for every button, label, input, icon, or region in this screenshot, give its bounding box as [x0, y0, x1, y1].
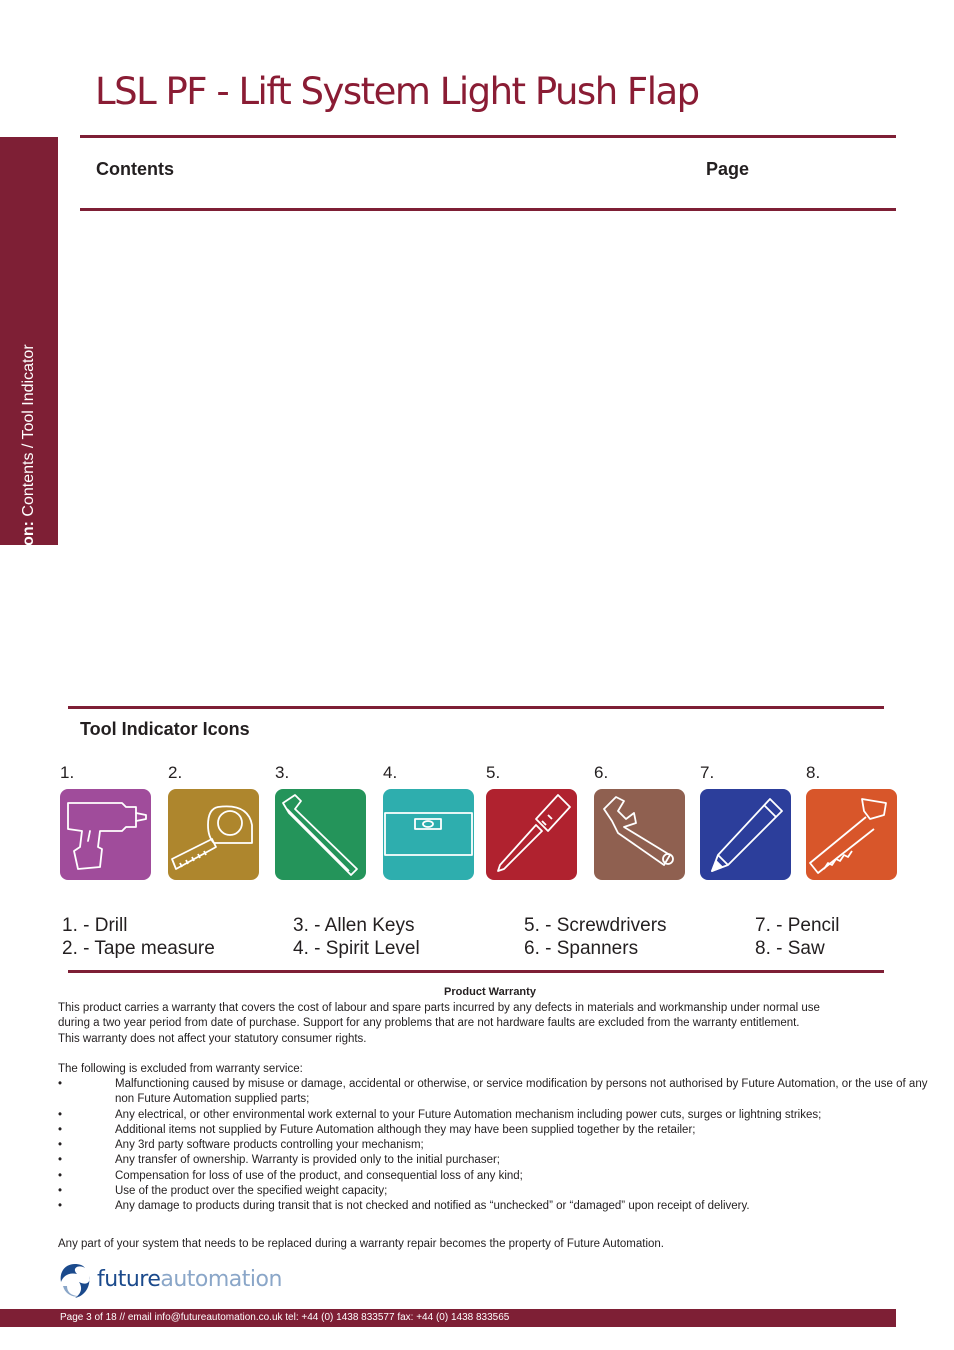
- list-item-text: Malfunctioning caused by misuse or damage, accidental or otherwise, or service modification by persons not authorised by Future Automation, or the use of any non Future Automation supplied parts;: [115, 1078, 928, 1106]
- legend-item: 1. - Drill: [62, 915, 128, 936]
- contents-rule: [80, 208, 896, 211]
- contents-heading: Contents: [96, 159, 174, 179]
- icon-number: 5.: [486, 763, 501, 782]
- sidebar-label-text: Contents / Tool Indicator: [20, 344, 37, 522]
- screwdriver-icon: [486, 789, 577, 880]
- list-item-text: Any transfer of ownership. Warranty is provided only to the initial purchaser;: [115, 1154, 501, 1167]
- icon-number: 8.: [806, 763, 821, 782]
- list-item: • Any electrical, or other environmental work external to your Future Automation mechanism including power cuts, surges or lightning strikes;: [58, 1108, 822, 1121]
- list-item-text: Any 3rd party software products controlling your mechanism;: [115, 1139, 424, 1152]
- warranty-intro-line: This product carries a warranty that covers the cost of labour and spare parts incurred by any defects in materials and workmanship under normal use: [58, 1002, 820, 1014]
- icon-number: 4.: [383, 763, 398, 782]
- legend-item: 3. - Allen Keys: [293, 915, 415, 936]
- logo-wordmark: [97, 1267, 282, 1292]
- icon-number: 7.: [700, 763, 715, 782]
- legend-item: 8. - Saw: [755, 938, 825, 959]
- icon-number: 2.: [168, 763, 183, 782]
- list-item: • Use of the product over the specified weight capacity;: [58, 1185, 388, 1198]
- tools-heading: Tool Indicator Icons: [80, 719, 250, 739]
- excluded-heading: The following is excluded from warranty service:: [58, 1063, 303, 1075]
- pencil-icon: [700, 789, 791, 880]
- legend-item: 4. - Spirit Level: [293, 938, 420, 959]
- tape-measure-icon: [168, 789, 259, 880]
- legend-column: [524, 914, 667, 960]
- legend-column: [293, 914, 420, 960]
- logo-part-automation: automation: [160, 1267, 282, 1292]
- logo-swirl-icon: [57, 1262, 93, 1300]
- spirit-level-icon: [383, 789, 474, 880]
- list-item: • Additional items not supplied by Future Automation although they may have been supplied together by the retailer;: [58, 1123, 696, 1136]
- warranty-title: Product Warranty: [444, 986, 536, 998]
- list-item: • Any transfer of ownership. Warranty is provided only to the initial purchaser;: [58, 1154, 501, 1167]
- sidebar-label: [20, 344, 38, 619]
- warranty-closing: Any part of your system that needs to be replaced during a warranty repair becomes the property of Future Automation.: [58, 1238, 664, 1250]
- icon-number: 3.: [275, 763, 290, 782]
- tools-top-rule: [68, 706, 884, 709]
- tools-bottom-rule: [68, 970, 884, 973]
- list-item-text: Additional items not supplied by Future Automation although they may have been supplied together by the retailer;: [115, 1123, 696, 1136]
- legend-item: 2. - Tape measure: [62, 938, 215, 959]
- icon-number: 1.: [60, 763, 75, 782]
- allen-keys-icon: [275, 789, 366, 880]
- exclusion-list: [58, 1077, 938, 1215]
- warranty-intro: [58, 1001, 820, 1047]
- list-item: • Any damage to products during transit that is not checked and notified as “unchecked” or “damaged” upon receipt of delivery.: [58, 1200, 750, 1213]
- list-item-text: Compensation for loss of use of the product, and consequential loss of any kind;: [115, 1169, 523, 1182]
- legend-item: 6. - Spanners: [524, 938, 639, 959]
- spanner-icon: [594, 789, 685, 880]
- warranty-intro-line: during a two year period from date of purchase. Support for any problems that are not hardware faults are excluded from the warranty entitlement.: [58, 1017, 800, 1030]
- future-automation-logo: [57, 1262, 307, 1302]
- sidebar-tab: [0, 137, 58, 620]
- page-heading: Page: [706, 159, 750, 179]
- logo-part-future: future: [97, 1267, 161, 1292]
- legend-column: [62, 914, 215, 960]
- footer-bar: [0, 1309, 896, 1327]
- legend-item: 5. - Screwdrivers: [524, 915, 667, 936]
- legend-column: [755, 914, 839, 960]
- list-item: • Any 3rd party software products controlling your mechanism;: [58, 1139, 424, 1152]
- legend-item: 7. - Pencil: [755, 915, 840, 936]
- list-item-text: Any electrical, or other environmental work external to your Future Automation mechanism including power cuts, surges or lightning strikes;: [115, 1108, 822, 1121]
- sidebar-label-bold: Introduction:: [20, 521, 37, 620]
- list-item: • Malfunctioning caused by misuse or damage, accidental or otherwise, or service modification by persons not authorised by Future Automation, or the use of any non Future Automation supplied parts;: [58, 1078, 928, 1106]
- drill-icon: [60, 789, 151, 880]
- list-item: • Compensation for loss of use of the product, and consequential loss of any kind;: [58, 1169, 523, 1182]
- warranty-intro-line: This warranty does not affect your statutory consumer rights.: [58, 1032, 367, 1045]
- page-title: LSL PF - Lift System Light Push Flap: [95, 70, 699, 113]
- list-item-text: Any damage to products during transit that is not checked and notified as “unchecked” or “damaged” upon receipt of delivery.: [115, 1200, 750, 1213]
- list-item-text: Use of the product over the specified weight capacity;: [115, 1185, 388, 1198]
- footer-text: Page 3 of 18 // email info@futureautomation.co.uk tel: +44 (0) 1438 833577 fax: +44 (0) 1438 833565: [60, 1312, 510, 1323]
- icon-number: 6.: [594, 763, 609, 782]
- header-rule: [80, 135, 896, 138]
- saw-icon: [806, 789, 897, 880]
